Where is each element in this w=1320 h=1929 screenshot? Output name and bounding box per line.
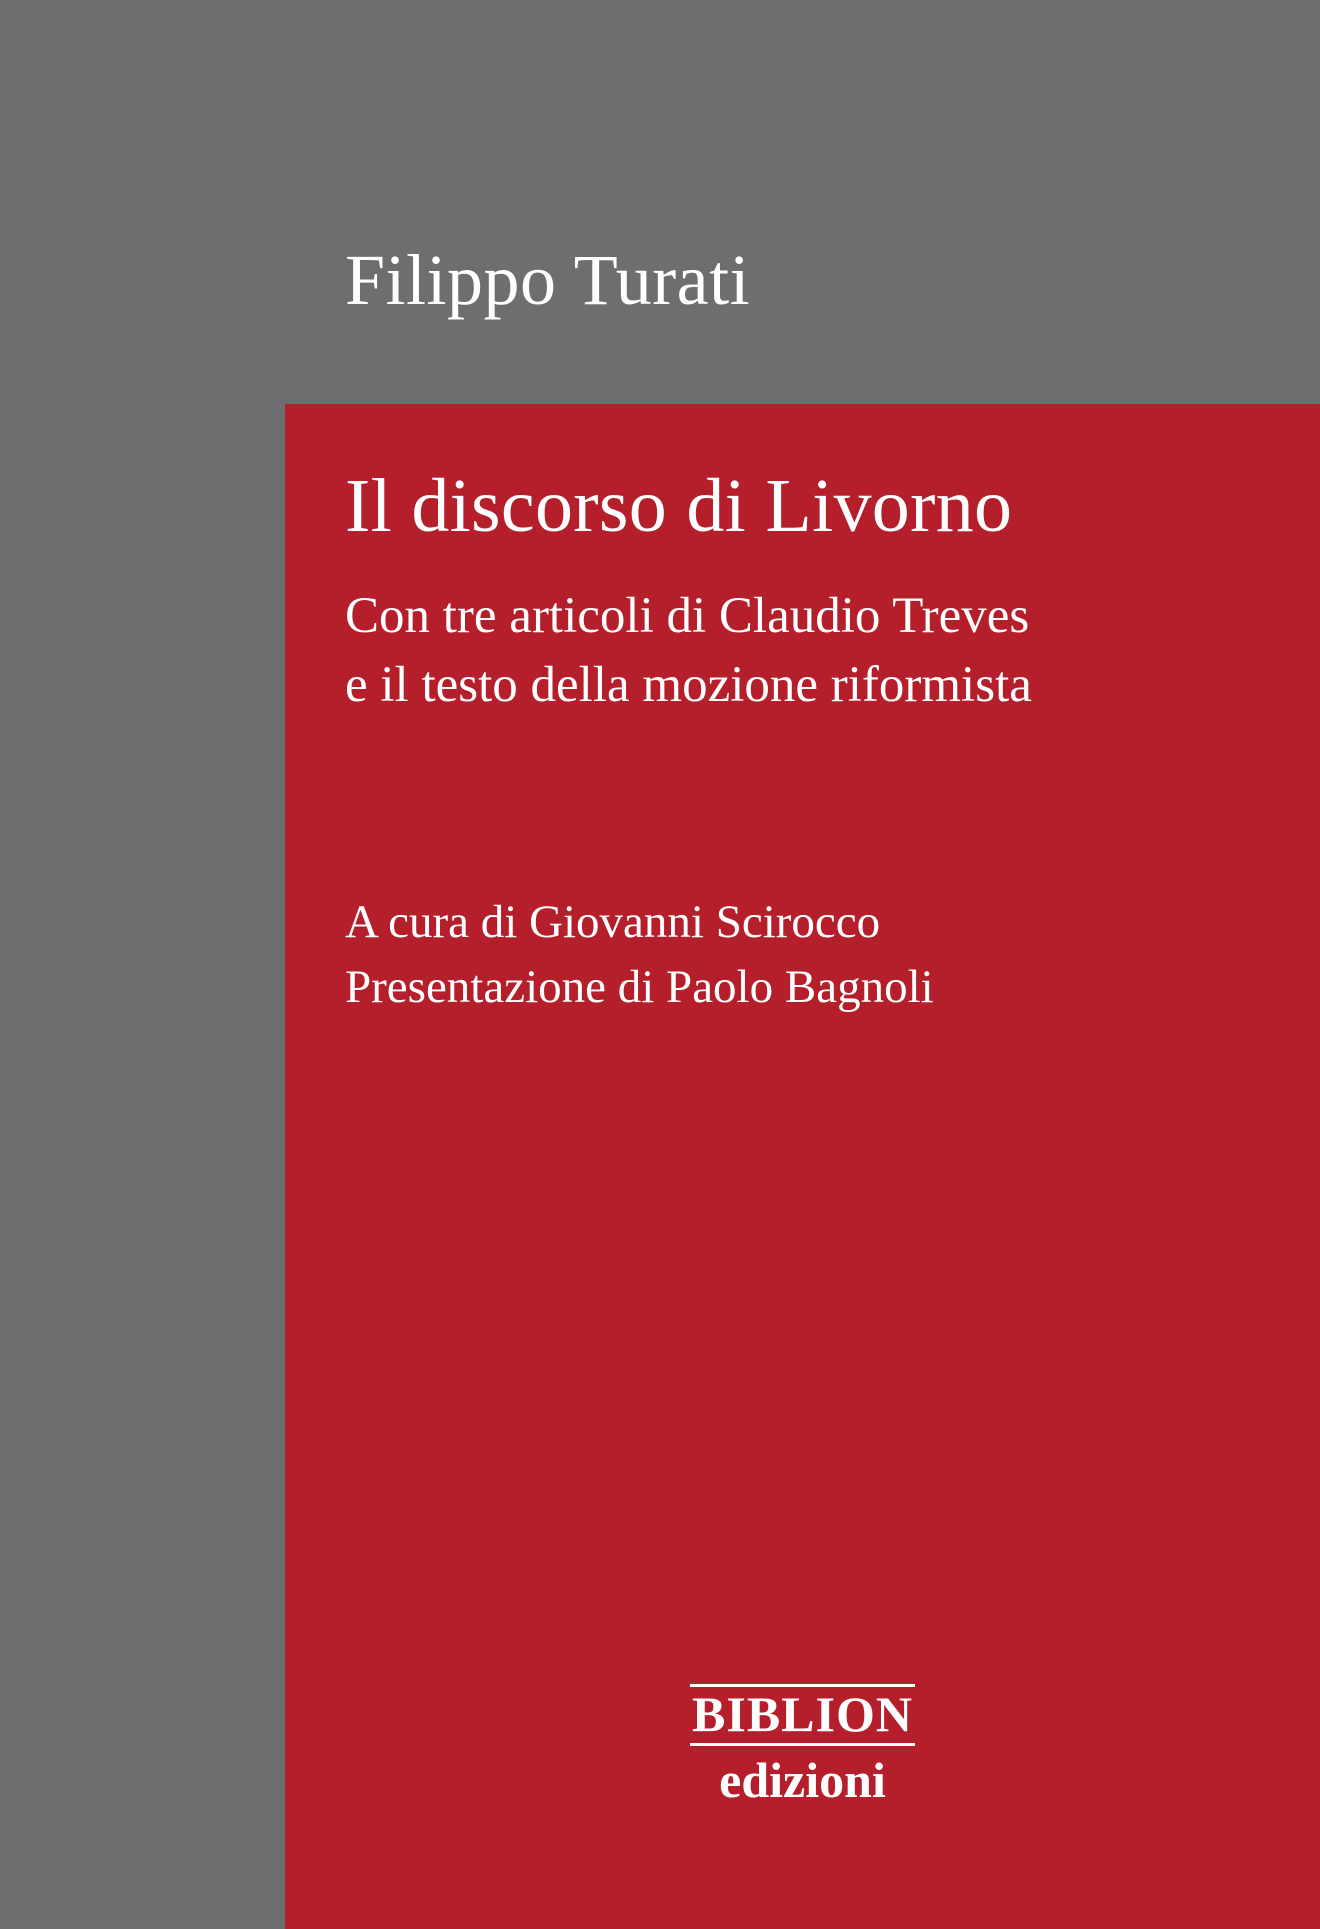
book-title: Il discorso di Livorno (345, 464, 1013, 548)
publisher-name: BIBLION (690, 1684, 915, 1746)
publisher-subtitle: edizioni (719, 1752, 886, 1808)
book-credits (345, 890, 1280, 1020)
book-subtitle (345, 582, 1280, 721)
subtitle-line-1: Con tre articoli di Claudio Treves (345, 588, 1030, 644)
presentation-credit: Presentazione di Paolo Bagnoli (345, 960, 934, 1013)
title-panel (285, 404, 1320, 1929)
editor-credit: A cura di Giovanni Scirocco (345, 896, 881, 948)
publisher-logo (285, 1684, 1320, 1811)
author-name: Filippo Turati (345, 240, 751, 320)
subtitle-line-2: e il testo della mozione riformista (345, 657, 1032, 714)
